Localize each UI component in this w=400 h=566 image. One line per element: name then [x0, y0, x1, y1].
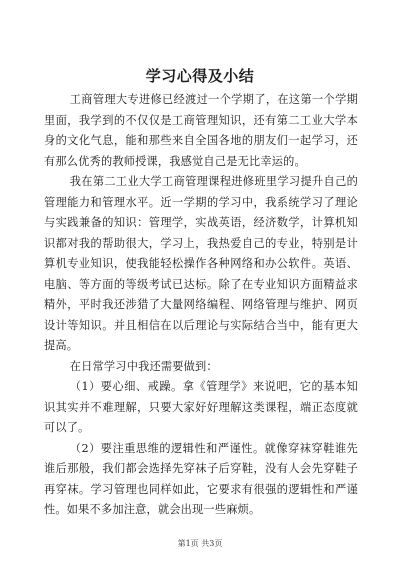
- paragraph-intro: 工商管理大专进修已经渡过一个学期了，在这第一个学期里面，我学到的不仅仅是工商管理知识，还有第二工业大学本身的文化气息，能和那些来自全国各地的朋友们一起学习，还有那么优秀的教师授课，我感觉自己是无比幸运的。: [44, 93, 358, 168]
- paragraph-daily-requirements: 在日常学习中我还需要做到：: [69, 359, 218, 373]
- paragraph-point-2: （2）要注重思维的逻辑性和严谨性。就像穿袜穿鞋谁先谁后那般，我们都会选择先穿袜子后穿鞋，没有人会先穿鞋子再穿袜。学习管理也同样如此，它要求有很强的逻辑性和严谨性。如果不多加注意，就会出现一些麻烦。: [44, 441, 358, 516]
- page-footer: 第1页 共3页: [177, 539, 223, 548]
- paragraph-study-content: 我在第二工业大学工商管理课程进修班里学习提升自己的管理能力和管理水平。近一学期的学习中，我系统学习了理论与实践兼备的知识：管理学，实战英语，经济数学，计算机知识都对我的帮助很大，学习上，我热爱自己的专业，特别是计算机专业知识，使我能轻松操作各种网络和办公软件。英语、电脑、等方面的等级考试已达标。除了在专业知识方面精益求精外，平时我还涉猎了大量网络编程、网络管理与维护、网页设计等知识。并且相信在以后理论与实际结合当中，能有更大提高。: [44, 175, 358, 352]
- document-body: [44, 90, 358, 521]
- paragraph-point-1: （1）要心细、戒躁。拿《管理学》来说吧，它的基本知识其实并不难理解，只要大家好好理解这类课程，端正态度就可以了。: [44, 380, 358, 434]
- page-title: 学习心得及小结: [145, 67, 255, 85]
